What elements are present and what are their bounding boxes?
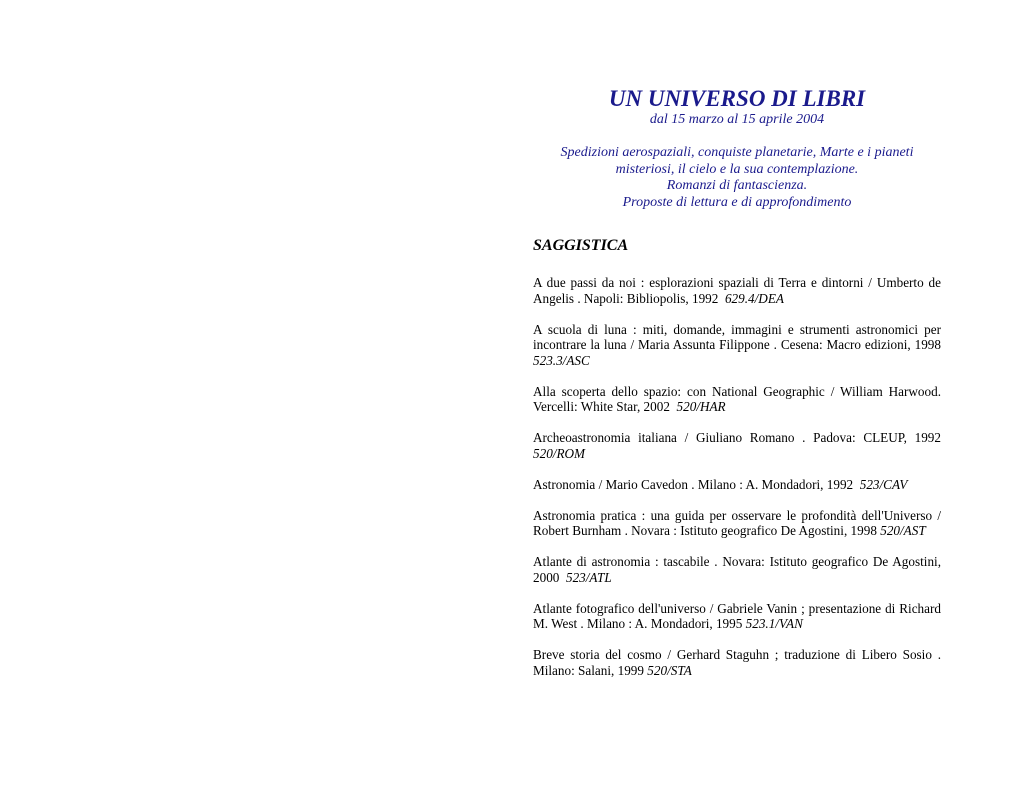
call-number: 523.3/ASC <box>533 352 590 368</box>
entry-text: Astronomia pratica : una guida per osservare le profondità dell'Universo / Robert Burnham . Novara : Istituto geografico De Agostini, 1998 <box>533 507 941 538</box>
entry-text: A scuola di luna : miti, domande, immagini e strumenti astronomici per incontrare la luna / Maria Assunta Filippone . Cesena: Macro edizioni, 1998 <box>533 321 941 352</box>
bibliography-entry <box>533 384 941 415</box>
section-heading: SAGGISTICA <box>533 237 629 254</box>
call-number: 520/ROM <box>533 445 586 461</box>
call-number: 520/HAR <box>676 399 726 414</box>
document-title: UN UNIVERSO DI LIBRI <box>608 86 866 111</box>
bibliography-entry <box>533 477 941 493</box>
entry-text: Atlante fotografico dell'universo / Gabriele Vanin ; presentazione di Richard M. West . Milano : A. Mondadori, 1995 <box>533 600 941 631</box>
entry-text: Archeoastronomia italiana / Giuliano Romano . Padova: CLEUP, 1992 <box>533 430 941 445</box>
intro-line: misteriosi, il cielo e la sua contemplazione. <box>615 161 859 177</box>
entry-text: Astronomia / Mario Cavedon . Milano : A. Mondadori, 1992 <box>533 476 854 492</box>
intro-line: Proposte di lettura e di approfondimento <box>622 194 852 210</box>
entry-text: Breve storia del cosmo / Gerhard Staguhn ; traduzione di Libero Sosio . Milano: Salani, 1999 <box>533 647 941 678</box>
document-column <box>533 86 941 694</box>
bibliography-list <box>533 275 941 678</box>
intro-line: Romanzi di fantascienza. <box>666 178 808 193</box>
entry-text: Alla scoperta dello spazio: con National Geographic / William Harwood. Vercelli: White Star, 2002 <box>533 383 941 414</box>
entry-text: A due passi da noi : esplorazioni spaziali di Terra e dintorni / Umberto de Angelis . Napoli: Bibliopolis, 1992 <box>533 275 941 306</box>
call-number: 523/ATL <box>565 569 612 585</box>
call-number: 523.1/VAN <box>745 616 803 631</box>
call-number: 523/CAV <box>859 476 908 492</box>
document-header <box>533 86 941 211</box>
bibliography-entry <box>533 275 941 306</box>
exhibition-dates: dal 15 marzo al 15 aprile 2004 <box>649 112 825 127</box>
intro-line: Spedizioni aerospaziali, conquiste planetarie, Marte e i pianeti <box>560 145 914 160</box>
call-number: 629.4/DEA <box>724 290 784 306</box>
bibliography-entry <box>533 508 941 539</box>
bibliography-entry <box>533 430 941 461</box>
bibliography-entry <box>533 601 941 632</box>
entry-text: Atlante di astronomia : tascabile . Novara: Istituto geografico De Agostini, 2000 <box>533 554 941 585</box>
bibliography-entry <box>533 322 941 369</box>
bibliography-entry <box>533 647 941 678</box>
bibliography-entry <box>533 554 941 585</box>
call-number: 520/STA <box>647 662 692 678</box>
call-number: 520/AST <box>880 523 926 538</box>
